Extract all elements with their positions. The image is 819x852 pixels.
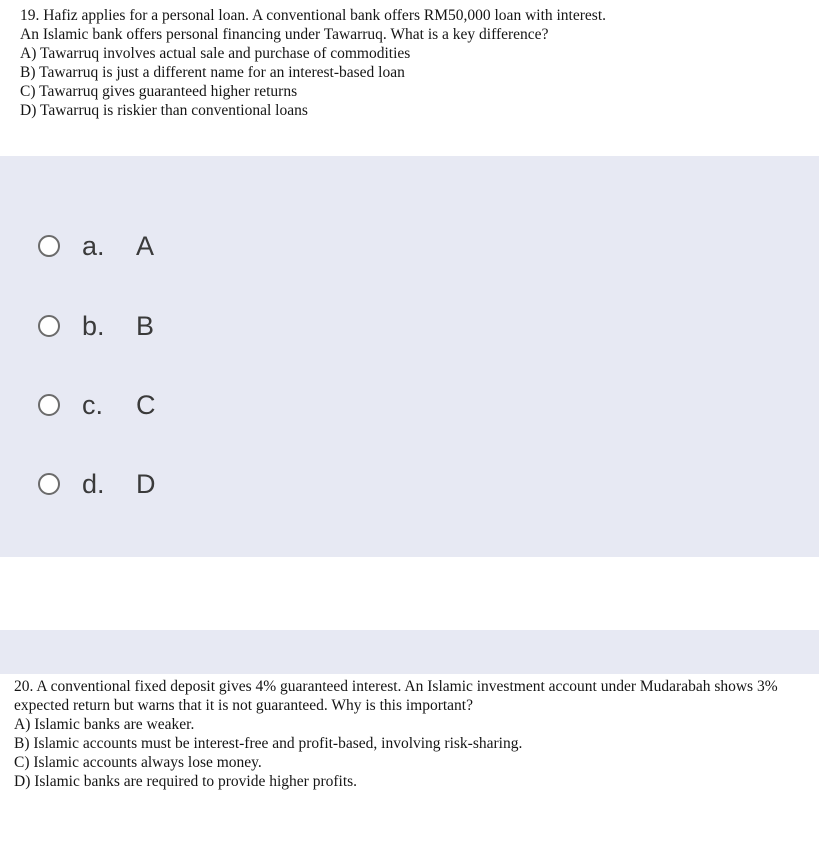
question-19-choice-d: D) Tawarruq is riskier than conventional loans: [20, 102, 308, 119]
option-d-value: D: [136, 468, 156, 499]
option-a-value: A: [136, 230, 155, 261]
question-20-panel: [0, 630, 819, 852]
question-20-choice-a: A) Islamic banks are weaker.: [14, 716, 195, 733]
question-20-choice-c: C) Islamic accounts always lose money.: [14, 754, 262, 771]
option-d-letter: d.: [82, 468, 105, 499]
radio-button-c[interactable]: [38, 394, 60, 416]
answer-option-c[interactable]: [38, 385, 156, 425]
answer-option-b[interactable]: [38, 306, 154, 346]
answer-option-a[interactable]: [38, 226, 154, 266]
question-19-stem-line-1: [20, 6, 811, 25]
option-c-letter: c.: [82, 389, 104, 420]
question-20-text: [0, 674, 819, 852]
question-19-stem-line-2: An Islamic bank offers personal financing under Tawarruq. What is a key difference?: [20, 26, 549, 43]
answer-option-d[interactable]: [38, 464, 156, 504]
radio-button-b[interactable]: [38, 315, 60, 337]
question-19-choice-a: A) Tawarruq involves actual sale and purchase of commodities: [20, 45, 411, 62]
question-19-choice-b: B) Tawarruq is just a different name for an interest-based loan: [20, 64, 405, 81]
question-19-stem-1: Hafiz applies for a personal loan. A conventional bank offers RM50,000 loan with interest.: [43, 7, 606, 24]
option-a-letter: a.: [82, 230, 105, 261]
option-b-letter: b.: [82, 310, 105, 341]
question-19-number: 19.: [20, 7, 40, 24]
radio-button-a[interactable]: [38, 235, 60, 257]
question-20-number: 20.: [14, 678, 34, 695]
question-19-choice-c: C) Tawarruq gives guaranteed higher returns: [20, 83, 298, 100]
question-19-text: [0, 0, 819, 156]
question-20-choice-b: B) Islamic accounts must be interest-free and profit-based, involving risk-sharing.: [14, 735, 523, 752]
option-b-value: B: [136, 310, 155, 341]
option-c-value: C: [136, 389, 156, 420]
radio-button-d[interactable]: [38, 473, 60, 495]
question-20-choice-d: D) Islamic banks are required to provide higher profits.: [14, 773, 358, 790]
question-20-stem-text: A conventional fixed deposit gives 4% guaranteed interest. An Islamic investment account under Mudarabah shows 3% expected return but warns that it is not guaranteed. Why is this important?: [14, 678, 778, 714]
question-20-stem: [14, 677, 811, 715]
